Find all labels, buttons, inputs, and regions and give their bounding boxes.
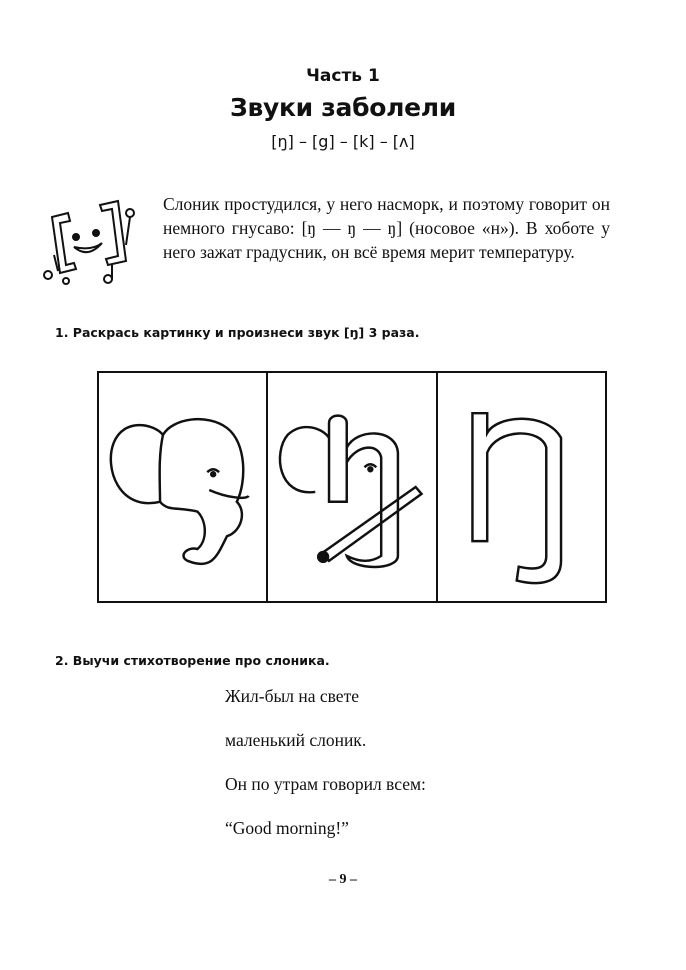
coloring-picture[interactable]	[97, 371, 607, 603]
intro-paragraph: Слоник простудился, у него насморк, и поэтому говорит он немного гнусаво: [ŋ — ŋ — ŋ] (носовое «н»). В хоботе у него зажат градусник, он всё время мерит температуру.	[163, 194, 610, 262]
page-title: Звуки заболели	[230, 93, 456, 122]
brackets-mascot-icon	[38, 195, 138, 285]
elephant-panel[interactable]	[99, 373, 268, 601]
task-2-instruction: 2. Выучи стихотворение про слоника.	[55, 653, 330, 668]
letter-eng-outline-icon	[438, 373, 605, 601]
letter-eng-panel[interactable]	[438, 373, 605, 601]
elephant-with-thermometer-icon	[268, 373, 435, 601]
elephant-icon	[99, 373, 266, 601]
poem	[225, 686, 426, 862]
poem-line: “Good morning!”	[225, 818, 349, 838]
poem-line: маленький слоник.	[225, 730, 367, 750]
part-heading: Часть 1	[306, 66, 380, 86]
task-1-instruction: 1. Раскрась картинку и произнеси звук [ŋ] 3 раза.	[55, 325, 420, 340]
phonetic-sounds: [ŋ] – [g] – [k] – [ʌ]	[271, 132, 415, 151]
poem-line: Он по утрам говорил всем:	[225, 774, 426, 794]
poem-line: Жил-был на свете	[225, 686, 359, 706]
elephant-letter-panel[interactable]	[268, 373, 437, 601]
page-number: – 9 –	[329, 872, 357, 887]
